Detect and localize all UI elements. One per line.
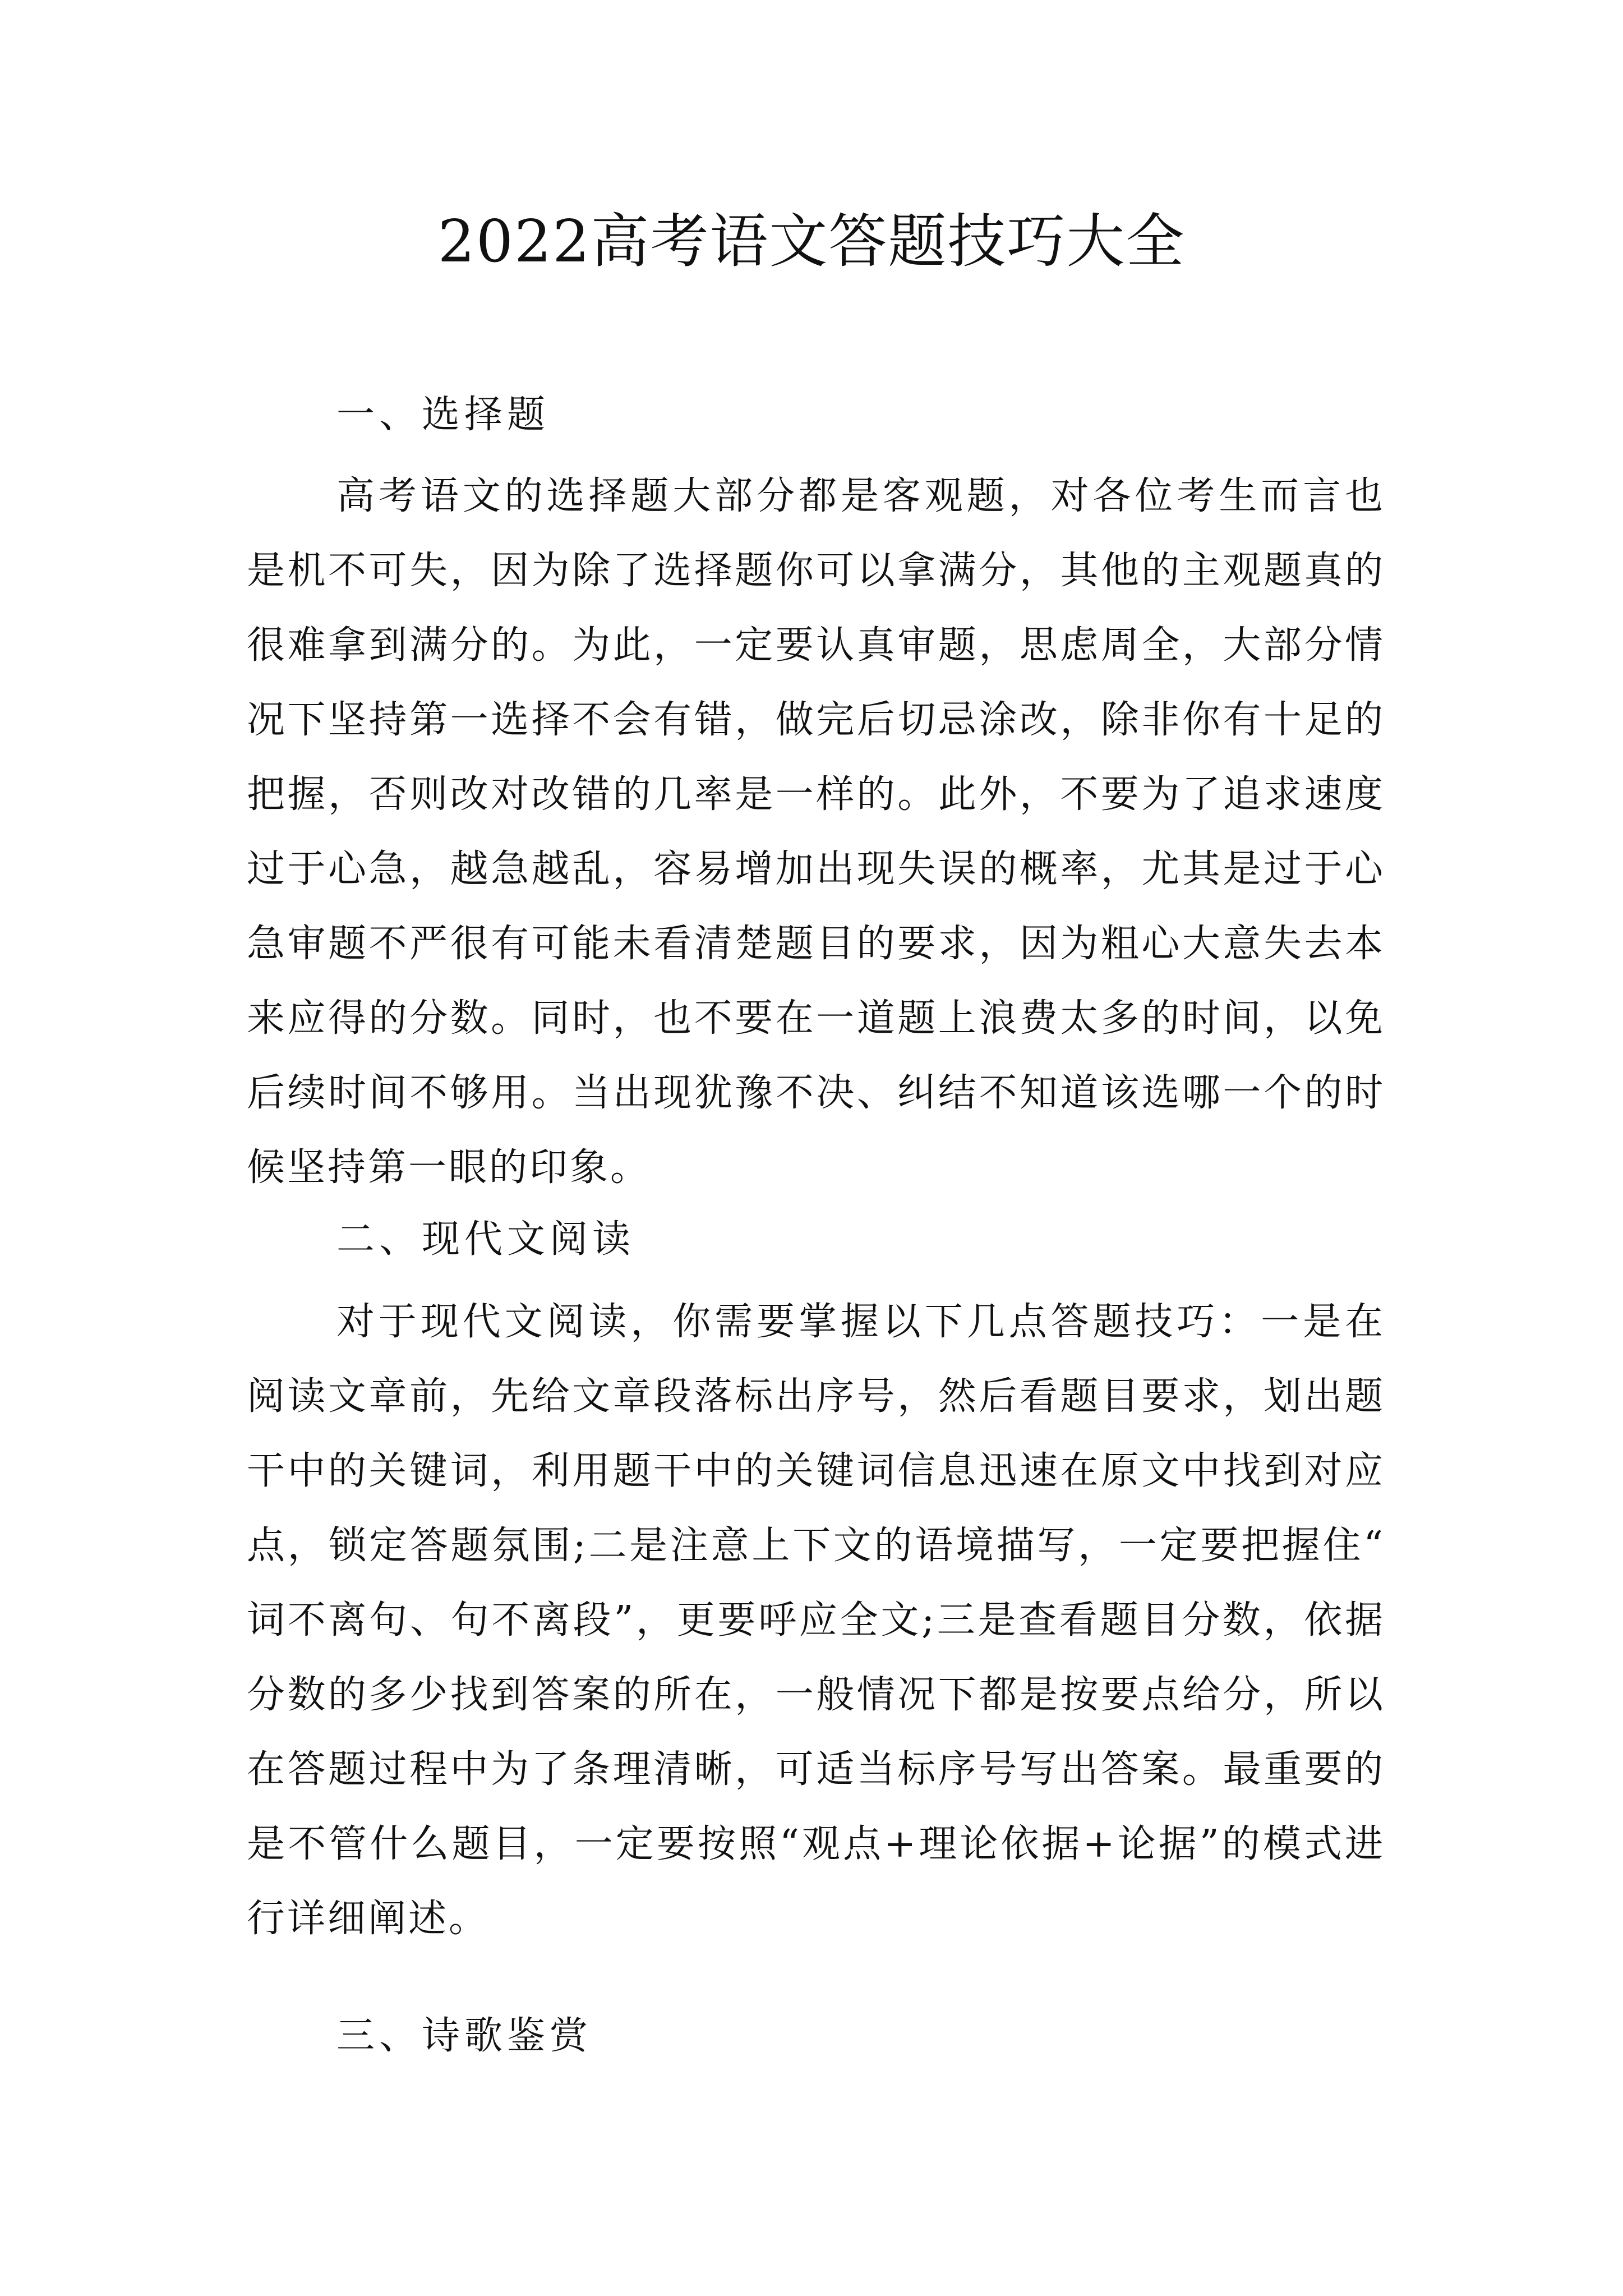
section-paragraph-choice: 高考语文的选择题大部分都是客观题，对各位考生而言也是机不可失，因为除了选择题你可以拿满分，其他的主观题真的很难拿到满分的。为此，一定要认真审题，思虑周全，大部分情况下坚持第一选择不会有错，做完后切忌涂改，除非你有十足的把握，否则改对改错的几率是一样的。此外，不要为了追求速度过于心急，越急越乱，容易增加出现失误的概率，尤其是过于心急审题不严很有可能未看清楚题目的要求，因为粗心大意失去本来应得的分数。同时，也不要在一道题上浪费太多的时间，以免后续时间不够用。当出现犹豫不决、纠结不知道该选哪一个的时候坚持第一眼的印象。: [247, 474, 1385, 1190]
section-heading-modern-reading: 二、现代文阅读: [336, 1217, 635, 1262]
section-paragraph-modern-reading: 对于现代文阅读，你需要掌握以下几点答题技巧：一是在阅读文章前，先给文章段落标出序号，然后看题目要求，划出题干中的关键词，利用题干中的关键词信息迅速在原文中找到对应点，锁定答题氛围;二是注意上下文的语境描写，一定要把握住“词不离句、句不离段”，更要呼应全文;三是查看题目分数，依据分数的多少找到答案的所在，一般情况下都是按要点给分，所以在答题过程中为了条理清晰，可适当标序号写出答案。最重要的是不管什么题目，一定要按照“观点+理论依据+论据”的模式进行详细阐述。: [247, 1300, 1385, 1941]
section-heading-choice: 一、选择题: [336, 393, 550, 437]
section-heading-poetry: 三、诗歌鉴赏: [336, 2014, 593, 2058]
page-title: 2022高考语文答题技巧大全: [437, 207, 1186, 275]
